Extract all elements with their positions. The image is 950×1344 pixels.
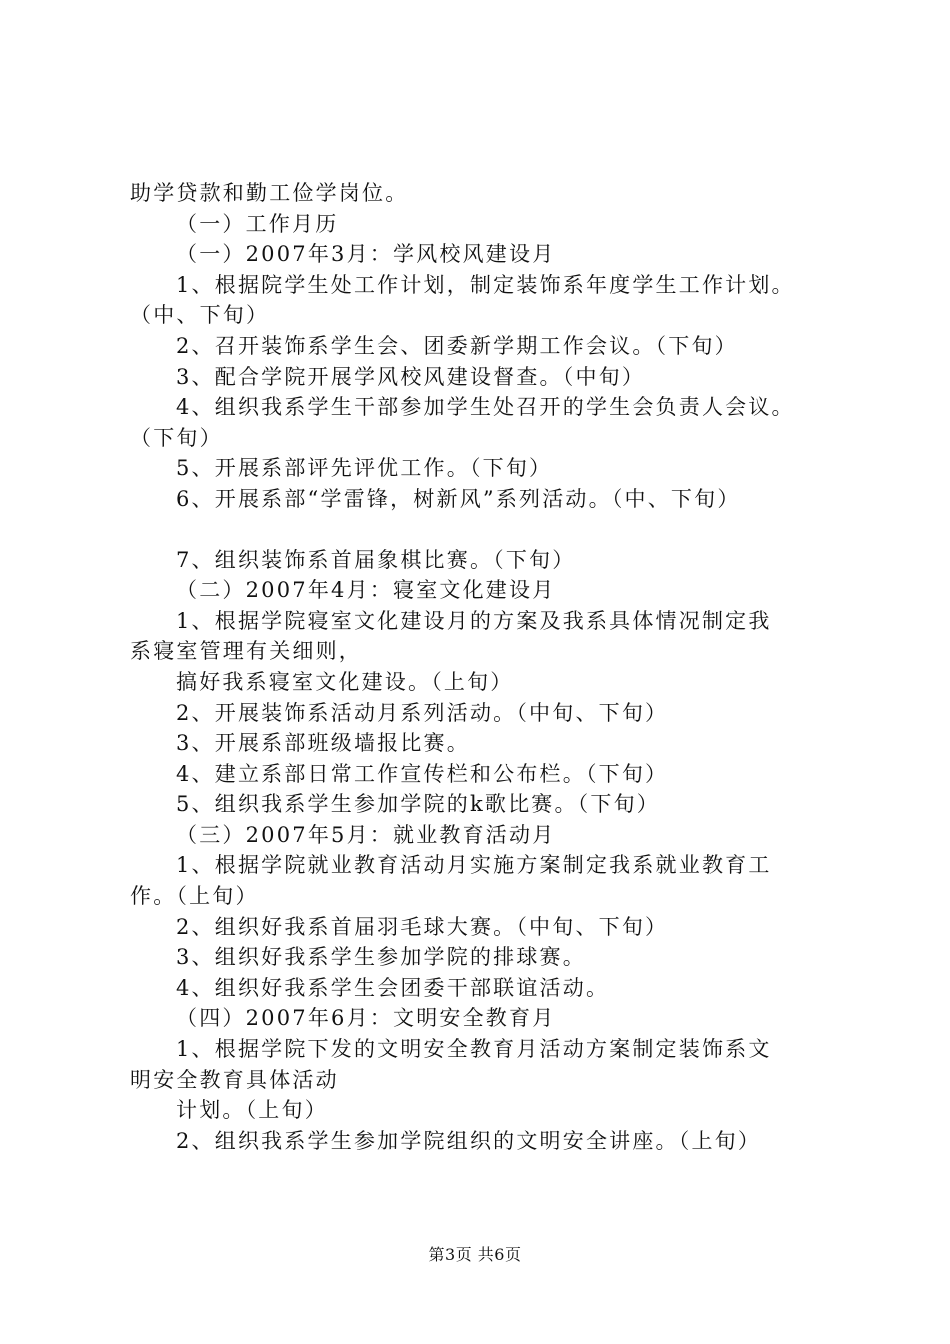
list-item: 7、组织装饰系首届象棋比赛。（下旬） bbox=[176, 547, 576, 572]
document-body bbox=[130, 178, 850, 1156]
list-item: 3、组织好我系学生参加学院的排球赛。 bbox=[176, 945, 586, 970]
list-item: 1、根据学院下发的文明安全教育月活动方案制定装饰系文 bbox=[176, 1037, 772, 1062]
section-heading: （三）2007年5月：就业教育活动月 bbox=[176, 822, 556, 847]
list-item: 2、组织好我系首届羽毛球大赛。（中旬、下旬） bbox=[176, 914, 669, 939]
page-footer bbox=[0, 1242, 950, 1265]
list-item: 1、根据学院就业教育活动月实施方案制定我系就业教育工 bbox=[176, 853, 772, 878]
list-item: 1、根据院学生处工作计划，制定装饰系年度学生工作计划。 bbox=[176, 272, 795, 297]
section-heading: （一）2007年3月：学风校风建设月 bbox=[176, 242, 556, 267]
list-item: 4、组织好我系学生会团委干部联谊活动。 bbox=[176, 975, 610, 1000]
list-item: 1、根据学院寝室文化建设月的方案及我系具体情况制定我 bbox=[176, 608, 772, 633]
section-heading: （一）工作月历 bbox=[176, 211, 339, 236]
list-item-continuation: 系寝室管理有关细则， bbox=[130, 639, 362, 664]
section-heading: （二）2007年4月：寝室文化建设月 bbox=[176, 578, 556, 603]
list-item: 4、建立系部日常工作宣传栏和公布栏。（下旬） bbox=[176, 761, 669, 786]
section-heading: （四）2007年6月：文明安全教育月 bbox=[176, 1006, 556, 1031]
list-item: 6、开展系部“学雷锋，树新风”系列活动。（中、下旬） bbox=[176, 486, 741, 511]
list-item-continuation: 明安全教育具体活动 bbox=[130, 1067, 339, 1092]
page-number-label: 第3页 共6页 bbox=[428, 1245, 522, 1264]
list-item: 2、召开装饰系学生会、团委新学期工作会议。（下旬） bbox=[176, 333, 738, 358]
list-item-continuation: 计划。（上旬） bbox=[176, 1098, 328, 1123]
list-item: 2、组织我系学生参加学院组织的文明安全讲座。（上旬） bbox=[176, 1128, 762, 1153]
list-item: 3、开展系部班级墙报比赛。 bbox=[176, 731, 470, 756]
blank-line bbox=[130, 515, 850, 545]
list-item: 3、配合学院开展学风校风建设督查。（中旬） bbox=[176, 364, 646, 389]
list-item: 5、组织我系学生参加学院的k歌比赛。（下旬） bbox=[176, 792, 660, 817]
list-item: 2、开展装饰系活动月系列活动。（中旬、下旬） bbox=[176, 700, 669, 725]
list-item-continuation: 搞好我系寝室文化建设。（上旬） bbox=[176, 669, 514, 694]
text-line: 助学贷款和勤工俭学岗位。 bbox=[130, 181, 409, 205]
list-item: 5、开展系部评先评优工作。（下旬） bbox=[176, 456, 553, 481]
list-item-continuation: （下旬） bbox=[130, 425, 223, 450]
list-item: 4、组织我系学生干部参加学生处召开的学生会负责人会议。 bbox=[176, 395, 795, 420]
list-item-continuation: （中、下旬） bbox=[130, 303, 270, 328]
list-item-continuation: 作。（上旬） bbox=[130, 884, 259, 909]
